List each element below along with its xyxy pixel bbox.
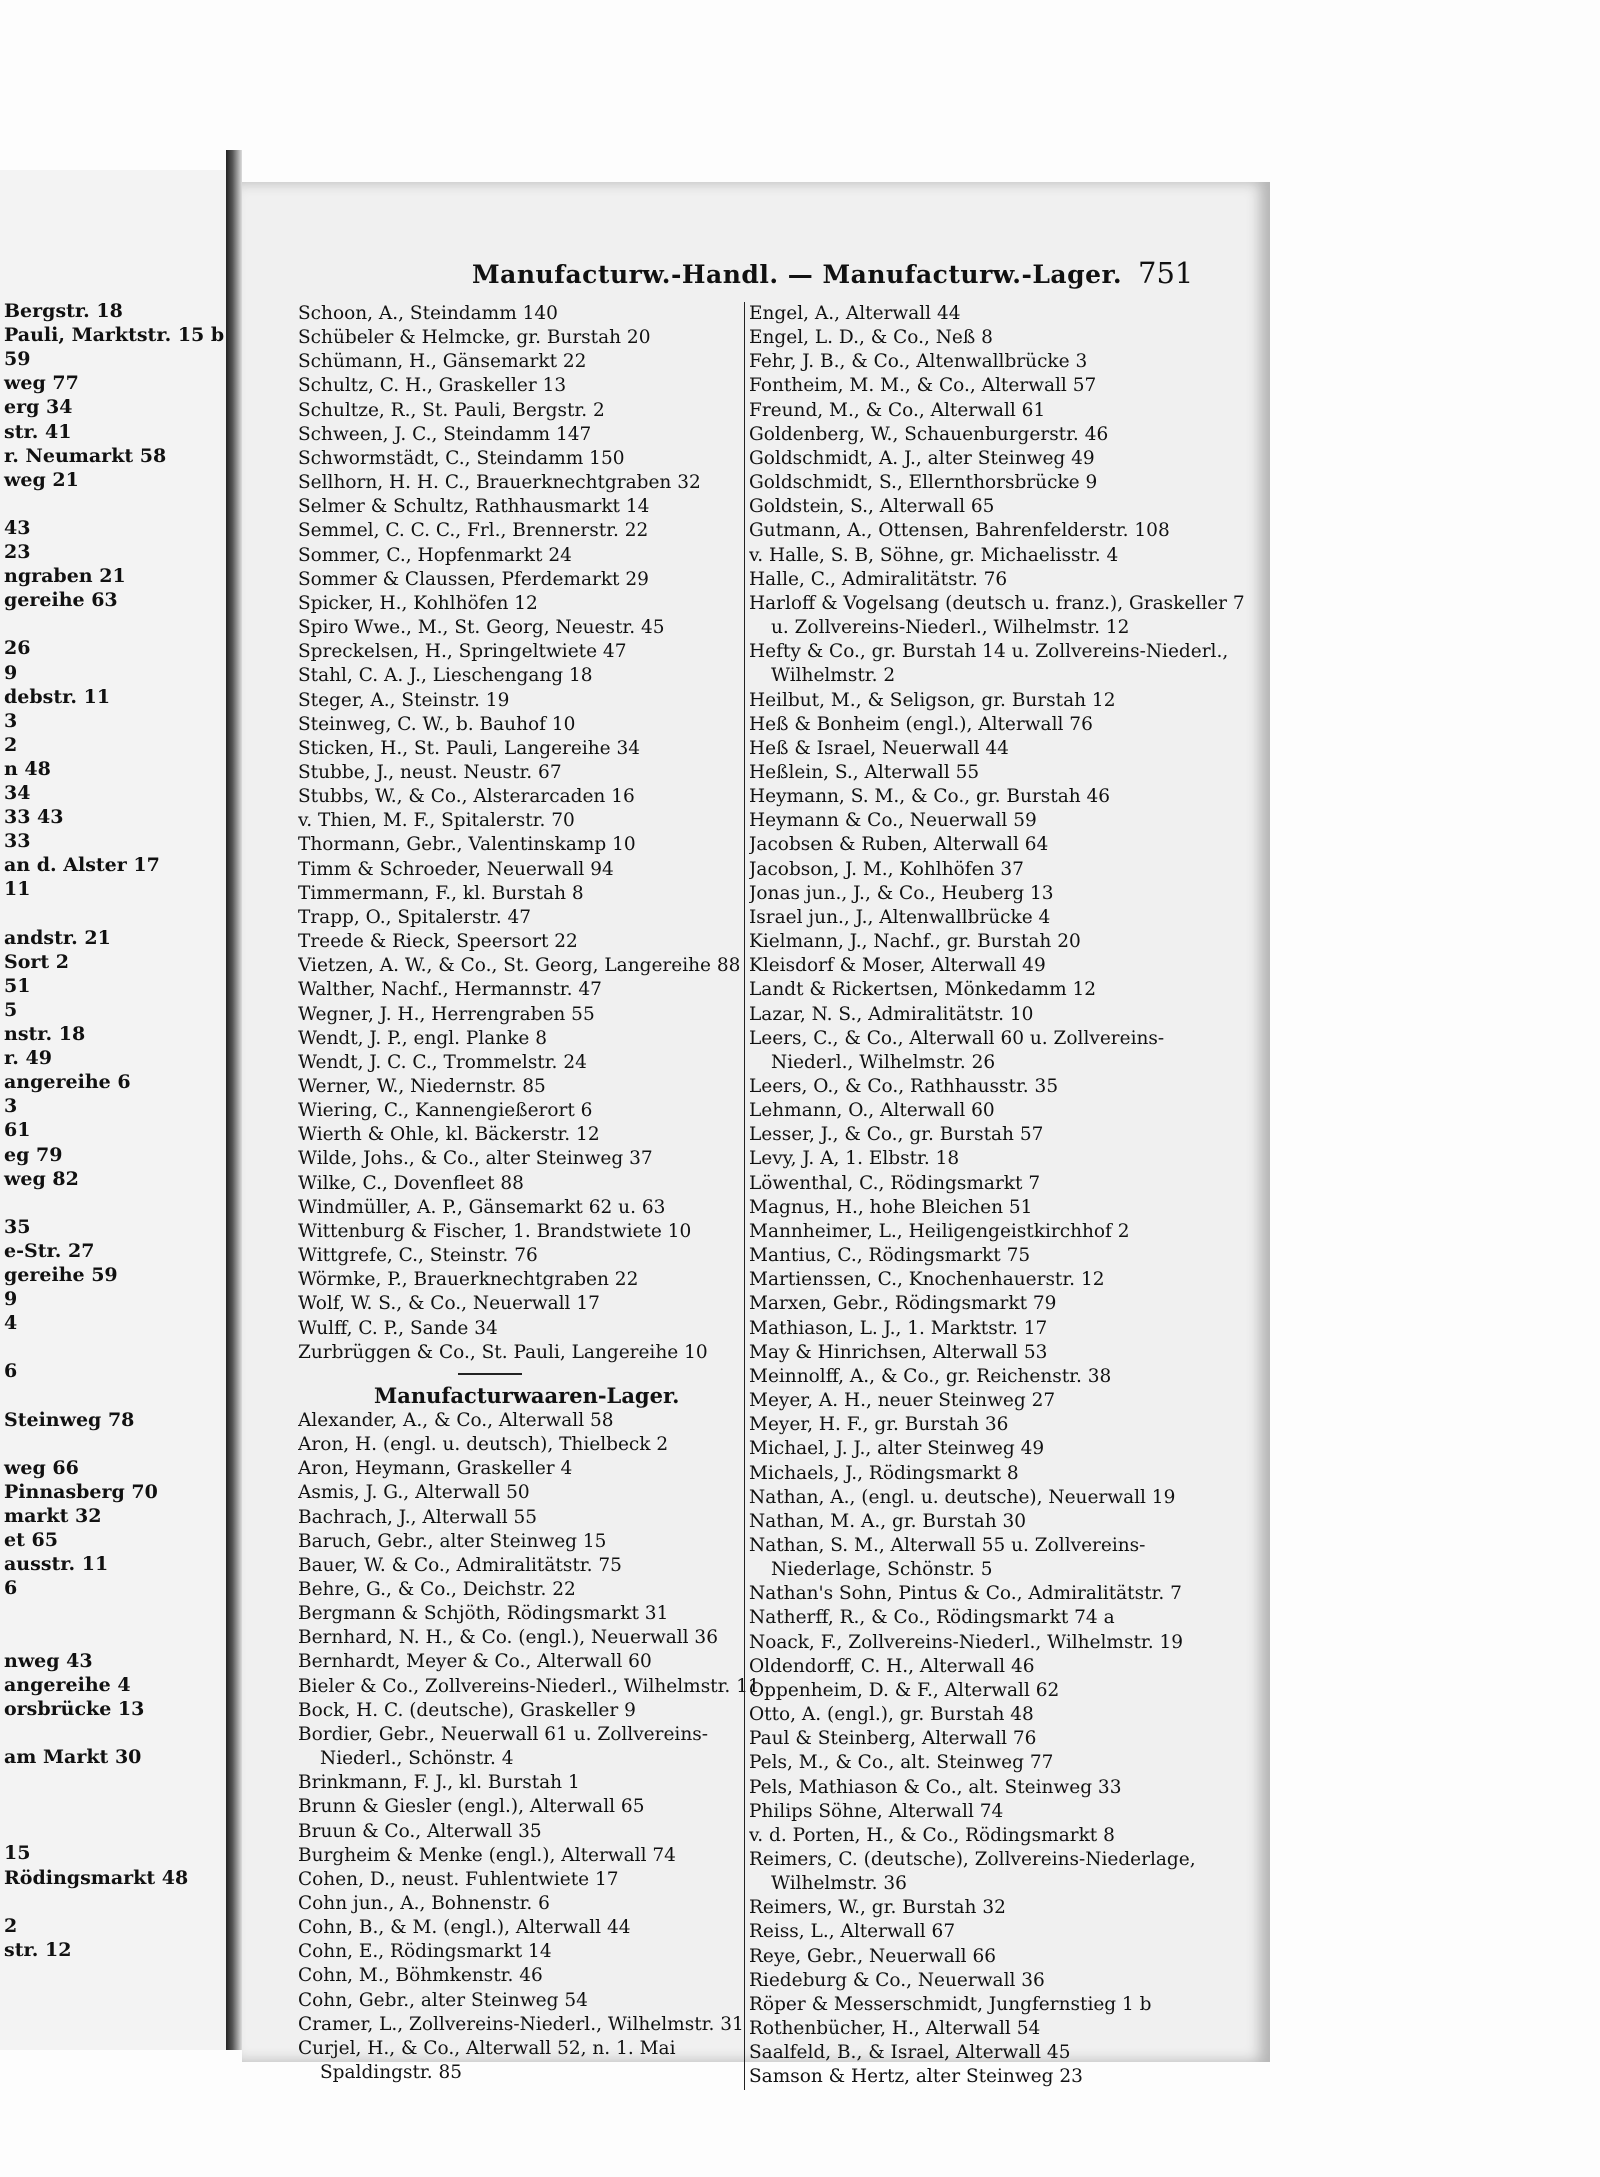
directory-entry: Goldschmidt, S., Ellernthorsbrücke 9 xyxy=(749,472,1098,494)
fragment-line: Sort 2 xyxy=(4,950,70,973)
fragment-line: 26 xyxy=(4,637,31,660)
fragment-line: weg 66 xyxy=(4,1456,79,1479)
directory-entry: Mathiason, L. J., 1. Marktstr. 17 xyxy=(749,1317,1048,1339)
entry-continuation: Wilhelmstr. 36 xyxy=(771,1873,907,1895)
directory-entry: Thormann, Gebr., Valentinskamp 10 xyxy=(298,834,636,856)
directory-entry: Bergmann & Schjöth, Rödingsmarkt 31 xyxy=(298,1603,669,1625)
fragment-line: 5 xyxy=(4,998,18,1021)
directory-entry: Baruch, Gebr., alter Steinweg 15 xyxy=(298,1530,607,1552)
fragment-line: an d. Alster 17 xyxy=(4,854,160,877)
directory-entry: Sommer, C., Hopfenmarkt 24 xyxy=(298,544,572,566)
fragment-line: nstr. 18 xyxy=(4,1023,86,1045)
directory-entry: Magnus, H., hohe Bleichen 51 xyxy=(749,1196,1033,1218)
fragment-line: 35 xyxy=(4,1215,31,1238)
left-column xyxy=(298,302,798,2085)
directory-entry: Windmüller, A. P., Gänsemarkt 62 u. 63 xyxy=(298,1196,666,1218)
directory-entry: Heymann & Co., Neuerwall 59 xyxy=(749,810,1037,832)
directory-entry: Heilbut, M., & Seligson, gr. Burstah 12 xyxy=(749,689,1116,711)
directory-entry: Spreckelsen, H., Springeltwiete 47 xyxy=(298,641,627,663)
directory-entry: Schwormstädt, C., Steindamm 150 xyxy=(298,447,625,469)
directory-entry: Bernhard, N. H., & Co. (engl.), Neuerwall 36 xyxy=(298,1627,718,1649)
fragment-line: e-Str. 27 xyxy=(4,1239,95,1262)
directory-entry: Samson & Hertz, alter Steinweg 23 xyxy=(749,2066,1083,2088)
directory-entry: Hefty & Co., gr. Burstah 14 u. Zollvereins-Niederl., xyxy=(749,641,1229,663)
fragment-line: 61 xyxy=(4,1119,31,1142)
directory-entry: Israel jun., J., Altenwallbrücke 4 xyxy=(749,906,1051,928)
page-header xyxy=(472,260,1252,289)
directory-entry: Heymann, S. M., & Co., gr. Burstah 46 xyxy=(749,786,1111,808)
directory-entry: Heßlein, S., Alterwall 55 xyxy=(749,761,980,783)
directory-entry: Gutmann, A., Ottensen, Bahrenfelderstr. 108 xyxy=(749,520,1170,542)
fragment-line: 23 xyxy=(4,541,31,563)
directory-page xyxy=(242,182,1270,2088)
directory-entry: Sellhorn, H. H. C., Brauerknechtgraben 32 xyxy=(298,472,701,494)
directory-entry: Meyer, H. F., gr. Burstah 36 xyxy=(749,1414,1009,1436)
directory-entry: Spicker, H., Kohlhöfen 12 xyxy=(298,592,538,614)
directory-entry: Nathan, S. M., Alterwall 55 u. Zollvereins- xyxy=(749,1534,1146,1556)
directory-entry: Pels, M., & Co., alt. Steinweg 77 xyxy=(749,1752,1054,1774)
directory-entry: Reye, Gebr., Neuerwall 66 xyxy=(749,1945,997,1967)
fragment-line: 33 xyxy=(4,830,31,853)
fragment-line: 6 xyxy=(4,1577,18,1600)
directory-entry: Selmer & Schultz, Rathhausmarkt 14 xyxy=(298,496,650,518)
fragment-line: 3 xyxy=(4,1095,18,1118)
directory-entry: Löwenthal, C., Rödingsmarkt 7 xyxy=(749,1172,1041,1194)
directory-entry: Mannheimer, L., Heiligengeistkirchhof 2 xyxy=(749,1220,1130,1242)
fragment-line: Pauli, Marktstr. 15 b xyxy=(4,324,225,347)
fragment-line: gereihe 59 xyxy=(4,1264,118,1286)
directory-entry: Paul & Steinberg, Alterwall 76 xyxy=(749,1728,1037,1750)
directory-entry: Cohn jun., A., Bohnenstr. 6 xyxy=(298,1893,550,1914)
section-heading: Manufacturwaaren-Lager. xyxy=(374,1382,680,1408)
directory-entry: Mantius, C., Rödingsmarkt 75 xyxy=(749,1245,1031,1267)
fragment-line: r. 49 xyxy=(4,1047,52,1070)
directory-entry: Bieler & Co., Zollvereins-Niederl., Wilhelmstr. 11 xyxy=(298,1675,760,1697)
fragment-line: str. 41 xyxy=(4,420,72,443)
fragment-line: 15 xyxy=(4,1842,31,1865)
directory-entry: Cohn, B., & M. (engl.), Alterwall 44 xyxy=(298,1917,631,1939)
directory-entry: Röper & Messerschmidt, Jungfernstieg 1 b xyxy=(749,1993,1152,2015)
directory-entry: Landt & Rickertsen, Mönkedamm 12 xyxy=(749,979,1097,1001)
fragment-line: r. Neumarkt 58 xyxy=(4,444,167,467)
fragment-line: gereihe 63 xyxy=(4,589,118,612)
directory-entry: Bordier, Gebr., Neuerwall 61 u. Zollvereins- xyxy=(298,1723,708,1745)
fragment-line: weg 77 xyxy=(4,372,79,395)
section-divider xyxy=(458,1373,522,1375)
directory-entry: Marxen, Gebr., Rödingsmarkt 79 xyxy=(749,1293,1057,1315)
entry-continuation: Niederl., Schönstr. 4 xyxy=(320,1748,514,1770)
directory-entry: v. Halle, S. B, Söhne, gr. Michaelisstr. 4 xyxy=(749,544,1119,566)
directory-entry: Timm & Schroeder, Neuerwall 94 xyxy=(298,858,614,880)
directory-entry: Kielmann, J., Nachf., gr. Burstah 20 xyxy=(749,931,1081,953)
fragment-line: 59 xyxy=(4,348,31,371)
directory-entry: Bachrach, J., Alterwall 55 xyxy=(298,1506,538,1528)
directory-entry: Goldstein, S., Alterwall 65 xyxy=(749,496,995,518)
directory-entry: Steger, A., Steinstr. 19 xyxy=(298,689,510,711)
fragment-line: orsbrücke 13 xyxy=(4,1697,145,1720)
fragment-line: 2 xyxy=(4,733,18,756)
directory-entry: Nathan's Sohn, Pintus & Co., Admiralitätstr. 7 xyxy=(749,1583,1182,1605)
directory-entry: Steinweg, C. W., b. Bauhof 10 xyxy=(298,713,576,735)
directory-entry: Freund, M., & Co., Alterwall 61 xyxy=(749,399,1046,421)
directory-entry: Riedeburg & Co., Neuerwall 36 xyxy=(749,1969,1045,1991)
entry-continuation: u. Zollvereins-Niederl., Wilhelmstr. 12 xyxy=(771,617,1130,639)
fragment-line: n 48 xyxy=(4,757,51,780)
directory-entry: v. Thien, M. F., Spitalerstr. 70 xyxy=(298,810,575,832)
directory-entry: Wulff, C. P., Sande 34 xyxy=(298,1317,498,1339)
directory-entry: Halle, C., Admiralitätstr. 76 xyxy=(749,568,1008,590)
directory-entry: Behre, G., & Co., Deichstr. 22 xyxy=(298,1578,576,1600)
directory-entry: Levy, J. A, 1. Elbstr. 18 xyxy=(749,1148,960,1170)
directory-entry: Asmis, J. G., Alterwall 50 xyxy=(298,1482,530,1504)
directory-entry: Bruun & Co., Alterwall 35 xyxy=(298,1820,542,1842)
directory-entry: Oppenheim, D. & F., Alterwall 62 xyxy=(749,1679,1060,1701)
directory-entry: Werner, W., Niedernstr. 85 xyxy=(298,1076,546,1097)
directory-entry: Lehmann, O., Alterwall 60 xyxy=(749,1100,995,1122)
fragment-line: ngraben 21 xyxy=(4,565,126,588)
fragment-line: angereihe 4 xyxy=(4,1673,131,1696)
directory-entry: Trapp, O., Spitalerstr. 47 xyxy=(298,906,532,928)
directory-entry: Vietzen, A. W., & Co., St. Georg, Langereihe 88 xyxy=(298,955,741,977)
fragment-line: Pinnasberg 70 xyxy=(4,1480,158,1503)
directory-entry: Philips Söhne, Alterwall 74 xyxy=(749,1800,1004,1822)
directory-entry: Michael, J. J., alter Steinweg 49 xyxy=(749,1438,1045,1460)
fragment-line: Steinweg 78 xyxy=(4,1408,135,1431)
entry-continuation: Niederlage, Schönstr. 5 xyxy=(771,1559,993,1581)
fragment-line: ausstr. 11 xyxy=(4,1553,109,1576)
fragment-line: str. 12 xyxy=(4,1938,72,1961)
directory-entry: Reimers, W., gr. Burstah 32 xyxy=(749,1897,1006,1919)
directory-entry: Sommer & Claussen, Pferdemarkt 29 xyxy=(298,568,649,590)
directory-entry: Spiro Wwe., M., St. Georg, Neuestr. 45 xyxy=(298,617,665,639)
fragment-line: 3 xyxy=(4,709,18,732)
directory-entry: Schultz, C. H., Graskeller 13 xyxy=(298,375,567,397)
directory-entry: Wittenburg & Fischer, 1. Brandstwiete 10 xyxy=(298,1220,692,1242)
directory-entry: Meinnolff, A., & Co., gr. Reichenstr. 38 xyxy=(749,1365,1112,1387)
directory-entry: Rothenbücher, H., Alterwall 54 xyxy=(749,2018,1041,2040)
directory-entry: Wilde, Johs., & Co., alter Steinweg 37 xyxy=(298,1148,653,1170)
fragment-line: erg 34 xyxy=(4,396,73,419)
directory-entry: Wendt, J. P., engl. Planke 8 xyxy=(298,1027,547,1049)
directory-entry: Reimers, C. (deutsche), Zollvereins-Niederlage, xyxy=(749,1849,1196,1870)
directory-entry: Fehr, J. B., & Co., Altenwallbrücke 3 xyxy=(749,351,1088,373)
directory-entry: Aron, Heymann, Graskeller 4 xyxy=(298,1458,573,1480)
directory-entry: Timmermann, F., kl. Burstah 8 xyxy=(298,882,584,904)
directory-entry: Michaels, J., Rödingsmarkt 8 xyxy=(749,1462,1019,1484)
fragment-line: et 65 xyxy=(4,1529,58,1552)
fragment-line: 2 xyxy=(4,1914,18,1937)
directory-entry: Bernhardt, Meyer & Co., Alterwall 60 xyxy=(298,1651,652,1673)
directory-entry: Leers, O., & Co., Rathhausstr. 35 xyxy=(749,1076,1059,1097)
directory-entry: Cohen, D., neust. Fuhlentwiete 17 xyxy=(298,1868,619,1890)
fragment-line: angereihe 6 xyxy=(4,1071,131,1094)
fragment-line: debstr. 11 xyxy=(4,685,111,708)
directory-entry: Noack, F., Zollvereins-Niederl., Wilhelmstr. 19 xyxy=(749,1631,1184,1653)
directory-entry: Oldendorff, C. H., Alterwall 46 xyxy=(749,1655,1035,1677)
directory-entry: Wolf, W. S., & Co., Neuerwall 17 xyxy=(298,1293,600,1315)
directory-entry: Aron, H. (engl. u. deutsch), Thielbeck 2 xyxy=(298,1434,669,1456)
fragment-line: weg 82 xyxy=(4,1167,79,1190)
directory-entry: Reiss, L., Alterwall 67 xyxy=(749,1921,956,1943)
directory-entry: Brunn & Giesler (engl.), Alterwall 65 xyxy=(298,1796,645,1818)
directory-entry: Nathan, A., (engl. u. deutsche), Neuerwall 19 xyxy=(749,1486,1176,1508)
directory-entry: Wittgrefe, C., Steinstr. 76 xyxy=(298,1245,538,1267)
directory-entry: Lazar, N. S., Admiralitätstr. 10 xyxy=(749,1003,1034,1025)
directory-entry: Heß & Israel, Neuerwall 44 xyxy=(749,737,1009,759)
fragment-line: eg 79 xyxy=(4,1143,63,1166)
directory-entry: Wörmke, P., Brauerknechtgraben 22 xyxy=(298,1269,639,1291)
fragment-line: weg 21 xyxy=(4,468,79,491)
fragment-line: 33 43 xyxy=(4,806,64,829)
book-gutter xyxy=(226,150,242,2050)
fragment-line: 9 xyxy=(4,661,18,684)
entry-continuation: Niederl., Wilhelmstr. 26 xyxy=(771,1051,996,1073)
fragment-line: 43 xyxy=(4,516,31,539)
right-column xyxy=(744,302,1269,2090)
fragment-line: 9 xyxy=(4,1288,18,1311)
directory-entry: Wiering, C., Kannengießerort 6 xyxy=(298,1100,593,1122)
previous-page-fragment xyxy=(0,170,235,2050)
directory-entry: Zurbrüggen & Co., St. Pauli, Langereihe 10 xyxy=(298,1341,708,1363)
directory-entry: Semmel, C. C. C., Frl., Brennerstr. 22 xyxy=(298,520,649,542)
directory-entry: Burgheim & Menke (engl.), Alterwall 74 xyxy=(298,1844,676,1866)
fragment-line: 11 xyxy=(4,878,31,901)
entry-continuation: Spaldingstr. 85 xyxy=(320,2062,463,2084)
fragment-line: 6 xyxy=(4,1360,18,1383)
directory-entry: Wilke, C., Dovenfleet 88 xyxy=(298,1172,524,1194)
directory-entry: Wendt, J. C. C., Trommelstr. 24 xyxy=(298,1051,587,1073)
directory-entry: Goldschmidt, A. J., alter Steinweg 49 xyxy=(749,447,1095,469)
directory-entry: Stahl, C. A. J., Lieschengang 18 xyxy=(298,665,593,687)
directory-entry: Jacobson, J. M., Kohlhöfen 37 xyxy=(749,858,1024,880)
directory-entry: Lesser, J., & Co., gr. Burstah 57 xyxy=(749,1124,1044,1146)
directory-entry: Saalfeld, B., & Israel, Alterwall 45 xyxy=(749,2042,1071,2064)
directory-entry: Wierth & Ohle, kl. Bäckerstr. 12 xyxy=(298,1124,600,1146)
directory-entry: Meyer, A. H., neuer Steinweg 27 xyxy=(749,1390,1056,1412)
directory-entry: Cohn, Gebr., alter Steinweg 54 xyxy=(298,1989,588,2011)
directory-entry: May & Hinrichsen, Alterwall 53 xyxy=(749,1341,1048,1363)
directory-entry: Schultze, R., St. Pauli, Bergstr. 2 xyxy=(298,399,605,421)
fragment-line: Rödingsmarkt 48 xyxy=(4,1866,189,1889)
directory-entry: Jonas jun., J., & Co., Heuberg 13 xyxy=(749,882,1054,904)
fragment-line: am Markt 30 xyxy=(4,1746,142,1768)
directory-entry: Sticken, H., St. Pauli, Langereihe 34 xyxy=(298,737,641,759)
entry-continuation: Wilhelmstr. 2 xyxy=(771,665,896,687)
fragment-line: markt 32 xyxy=(4,1505,102,1527)
directory-entry: Treede & Rieck, Speersort 22 xyxy=(298,931,578,953)
directory-entry: Wegner, J. H., Herrengraben 55 xyxy=(298,1003,595,1025)
directory-entry: Schween, J. C., Steindamm 147 xyxy=(298,423,592,445)
directory-entry: Otto, A. (engl.), gr. Burstah 48 xyxy=(749,1704,1034,1726)
directory-entry: Engel, A., Alterwall 44 xyxy=(749,303,961,324)
directory-entry: Goldenberg, W., Schauenburgerstr. 46 xyxy=(749,423,1109,445)
directory-entry: Bauer, W. & Co., Admiralitätstr. 75 xyxy=(298,1554,622,1576)
directory-entry: Stubbs, W., & Co., Alsterarcaden 16 xyxy=(298,786,635,808)
directory-entry: Jacobsen & Ruben, Alterwall 64 xyxy=(749,834,1049,856)
directory-entry: Schoon, A., Steindamm 140 xyxy=(298,303,558,324)
directory-entry: Schübeler & Helmcke, gr. Burstah 20 xyxy=(298,327,651,349)
directory-entry: Pels, Mathiason & Co., alt. Steinweg 33 xyxy=(749,1776,1122,1798)
directory-entry: Schümann, H., Gänsemarkt 22 xyxy=(298,351,587,373)
directory-entry: Nathan, M. A., gr. Burstah 30 xyxy=(749,1510,1027,1532)
directory-entry: Engel, L. D., & Co., Neß 8 xyxy=(749,327,993,349)
directory-entry: Heß & Bonheim (engl.), Alterwall 76 xyxy=(749,713,1093,735)
directory-entry: Alexander, A., & Co., Alterwall 58 xyxy=(298,1409,614,1431)
directory-entry: Cramer, L., Zollvereins-Niederl., Wilhelmstr. 31 xyxy=(298,2013,744,2035)
directory-entry: v. d. Porten, H., & Co., Rödingsmarkt 8 xyxy=(749,1824,1115,1846)
directory-entry: Harloff & Vogelsang (deutsch u. franz.), Graskeller 7 xyxy=(749,592,1245,614)
fragment-line: nweg 43 xyxy=(4,1649,93,1672)
directory-entry: Bock, H. C. (deutsche), Graskeller 9 xyxy=(298,1699,636,1721)
directory-entry: Walther, Nachf., Hermannstr. 47 xyxy=(298,979,602,1001)
directory-entry: Natherff, R., & Co., Rödingsmarkt 74 a xyxy=(749,1607,1115,1629)
directory-entry: Cohn, E., Rödingsmarkt 14 xyxy=(298,1941,552,1963)
fragment-line: 34 xyxy=(4,782,31,804)
directory-entry: Stubbe, J., neust. Neustr. 67 xyxy=(298,761,562,783)
directory-entry: Brinkmann, F. J., kl. Burstah 1 xyxy=(298,1772,580,1794)
fragment-line: 51 xyxy=(4,974,31,997)
directory-entry: Leers, C., & Co., Alterwall 60 u. Zollvereins- xyxy=(749,1027,1165,1049)
directory-entry: Cohn, M., Böhmkenstr. 46 xyxy=(298,1965,543,1987)
fragment-line: andstr. 21 xyxy=(4,926,111,949)
directory-entry: Martienssen, C., Knochenhauerstr. 12 xyxy=(749,1269,1105,1291)
fragment-line: Bergstr. 18 xyxy=(4,300,123,322)
directory-entry: Curjel, H., & Co., Alterwall 52, n. 1. Mai xyxy=(298,2037,676,2059)
directory-entry: Fontheim, M. M., & Co., Alterwall 57 xyxy=(749,375,1097,397)
running-title: Manufacturw.-Handl. — Manufacturw.-Lager. xyxy=(472,260,1123,289)
directory-entry: Kleisdorf & Moser, Alterwall 49 xyxy=(749,955,1046,977)
page-number: 751 xyxy=(1138,256,1194,290)
fragment-line: 4 xyxy=(4,1312,18,1335)
